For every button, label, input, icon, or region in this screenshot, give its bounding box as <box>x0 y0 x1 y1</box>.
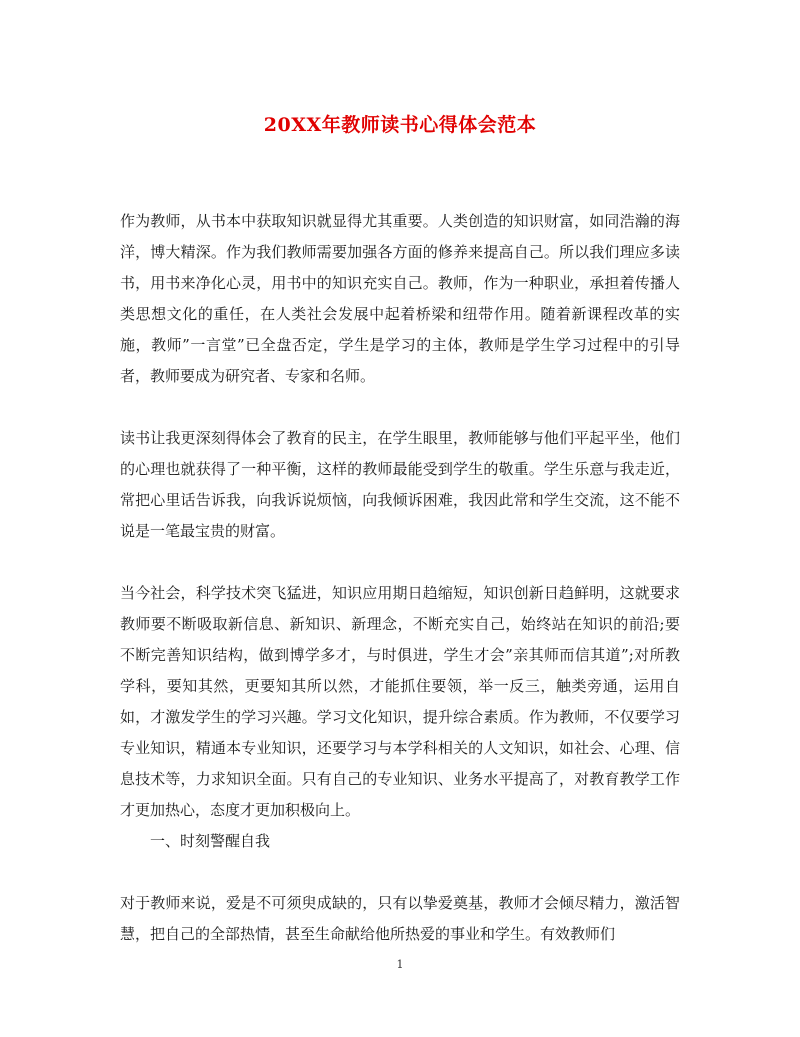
paragraph-4: 对于教师来说，爱是不可须臾成缺的，只有以挚爱奠基，教师才会倾尽精力，激活智慧，把自己的全部热情，甚至生命献给他所热爱的事业和学生。有效教师们 <box>120 894 680 943</box>
paragraph-2: 读书让我更深刻得体会了教育的民主，在学生眼里，教师能够与他们平起平坐，他们的心理也就获得了一种平衡，这样的教师最能受到学生的敬重。学生乐意与我走近，常把心里话告诉我，向我诉说烦恼，向我倾诉困难，我因此常和学生交流，这不能不说是一笔最宝贵的财富。 <box>120 429 680 540</box>
page-number: 1 <box>396 958 404 971</box>
document-body <box>120 206 680 981</box>
section-heading: 一、时刻警醒自我 <box>150 832 271 850</box>
paragraph-3: 当今社会，科学技术突飞猛进，知识应用期日趋缩短，知识创新日趋鲜明，这就要求教师要不断吸取新信息、新知识、新理念，不断充实自己，始终站在知识的前沿;要不断完善知识结构，做到博学多才，与时俱进，学生才会”亲其师而信其道”;对所教学科，要知其然，更要知其所以然，才能抓住要领，举一反三，触类旁通，运用自如，才激发学生的学习兴趣。学习文化知识，提升综合素质。作为教师，不仅要学习专业知识，精通本专业知识，还要学习与本学科相关的人文知识，如社会、心理、信息技术等，力求知识全面。只有自己的专业知识、业务水平提高了，对教育教学工作才更加热心，态度才更加积极向上。 <box>120 584 680 819</box>
paragraph-1: 作为教师，从书本中获取知识就显得尤其重要。人类创造的知识财富，如同浩瀚的海洋，博大精深。作为我们教师需要加强各方面的修养来提高自己。所以我们理应多读书，用书来净化心灵，用书中的知识充实自己。教师，作为一种职业，承担着传播人类思想文化的重任，在人类社会发展中起着桥梁和纽带作用。随着新课程改革的实施，教师”一言堂”已全盘否定，学生是学习的主体，教师是学生学习过程中的引导者，教师要成为研究者、专家和名师。 <box>120 212 680 385</box>
document-title: 20XX年教师读书心得体会范本 <box>263 114 537 136</box>
